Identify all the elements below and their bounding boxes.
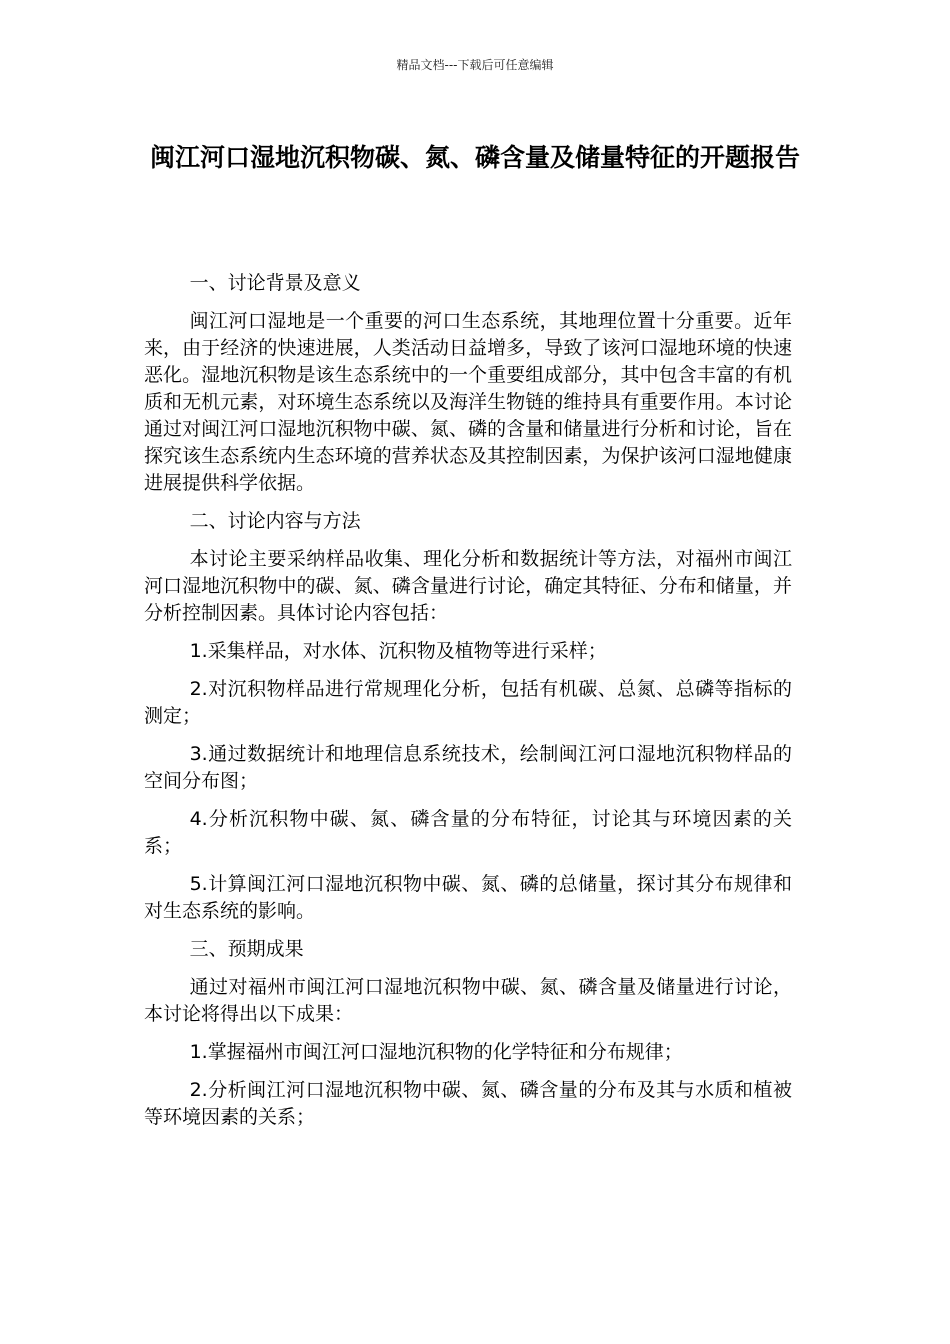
paragraph-background: 闽江河口湿地是一个重要的河口生态系统，其地理位置十分重要。近年来，由于经济的快速进展，人类活动日益增多，导致了该河口湿地环境的快速恶化。湿地沉积物是该生态系统中的一个重要组成部分，其中包含丰富的有机质和无机元素，对环境生态系统以及海洋生物链的维持具有重要作用。本讨论通过对闽江河口湿地沉积物中碳、氮、磷的含量和储量进行分析和讨论，旨在探究该生态系统内生态环境的营养状态及其控制因素，为保护该河口湿地健康进展提供科学依据。: [144, 310, 792, 494]
list-item-method-3: 3.通过数据统计和地理信息系统技术，绘制闽江河口湿地沉积物样品的空间分布图；: [144, 743, 792, 792]
paragraph-results-intro: 通过对福州市闽江河口湿地沉积物中碳、氮、磷含量及储量进行讨论，本讨论将得出以下成果：: [144, 976, 792, 1025]
document-body: [144, 270, 792, 1142]
section-heading-results: 三、预期成果: [189, 938, 304, 960]
list-item-method-1: 1.采集样品，对水体、沉积物及植物等进行采样；: [189, 640, 607, 662]
list-item-method-2: 2.对沉积物样品进行常规理化分析，包括有机碳、总氮、总磷等指标的测定；: [144, 678, 792, 727]
header-note: 精品文档---下载后可任意编辑: [396, 58, 554, 72]
list-item-method-5: 5.计算闽江河口湿地沉积物中碳、氮、磷的总储量，探讨其分布规律和对生态系统的影响。: [144, 873, 792, 922]
list-item-result-2: 2.分析闽江河口湿地沉积物中碳、氮、磷含量的分布及其与水质和植被等环境因素的关系；: [144, 1079, 792, 1128]
section-heading-methods: 二、讨论内容与方法: [189, 510, 361, 532]
section-heading-background: 一、讨论背景及意义: [189, 272, 361, 294]
paragraph-methods-intro: 本讨论主要采纳样品收集、理化分析和数据统计等方法，对福州市闽江河口湿地沉积物中的碳、氮、磷含量进行讨论，确定其特征、分布和储量，并分析控制因素。具体讨论内容包括：: [144, 548, 792, 624]
list-item-result-1: 1.掌握福州市闽江河口湿地沉积物的化学特征和分布规律；: [189, 1041, 683, 1063]
list-item-method-4: 4.分析沉积物中碳、氮、磷含量的分布特征，讨论其与环境因素的关系；: [144, 808, 792, 857]
document-title: 闽江河口湿地沉积物碳、氮、磷含量及储量特征的开题报告: [149, 143, 800, 172]
